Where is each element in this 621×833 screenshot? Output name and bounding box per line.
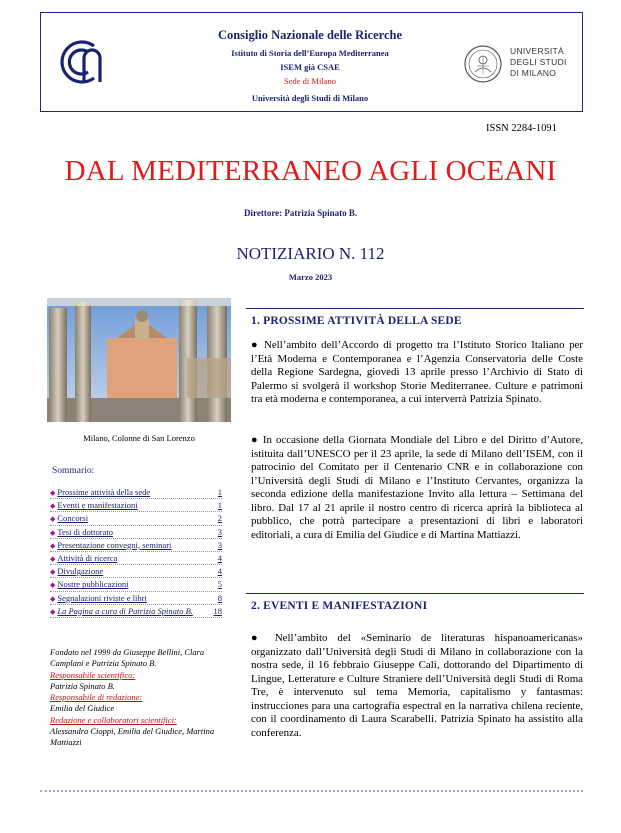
bullet-icon: ◆: [50, 502, 56, 511]
unimi-logo-text: UNIVERSITÀ DEGLI STUDI DI MILANO: [510, 46, 567, 78]
paragraph: ● Nell’ambito dell’Accordo di progetto tra l’Istituto Storico Italiano per l’Età Moderna e Contemporanea e l’Agenzia Conservatoria delle Coste della Regione Sardegna, giovedì 13 aprile presso l’Archivio di Stato di Palermo si svolgerà il workshop Storie Mediterranee. Culture e patrimoni tra età moderna e contemporanea, a cui interverrà Patrizia Spinato.: [251, 339, 583, 405]
bullet-icon: ◆: [50, 541, 56, 550]
toc-item[interactable]: ◆ Attività di ricerca 4: [50, 552, 222, 565]
cnr-logo-icon: [54, 36, 106, 88]
bullet-icon: ◆: [50, 528, 56, 537]
bullet-icon: ◆: [50, 515, 56, 524]
staff-names: Alessandra Cioppi, Emilia del Giudice, Martina Mattiazzi: [50, 726, 215, 748]
section-heading: 1. PROSSIME ATTIVITÀ DELLA SEDE: [251, 315, 462, 327]
toc-item[interactable]: ◆ La Pagina a cura di Patrizia Spinato B. 18: [50, 605, 222, 618]
section-divider: [246, 308, 584, 309]
unimi-seal-icon: [463, 44, 503, 84]
issue-number: NOTIZIARIO N. 112: [236, 244, 385, 263]
section-heading: 2. EVENTI E MANIFESTAZIONI: [251, 600, 428, 612]
credits: [50, 647, 230, 749]
san-lorenzo-columns-photo: [47, 298, 231, 422]
paragraph: ● Nell’ambito del «Seminario de literaturas hispanoamericanas» organizzato dall’Università degli Studi di Milano in collaborazione con la nostra sede, il 16 febbraio Giuseppe Cali, dottorando del Dipartimento di Lingue, Letterature e Culture Straniere dell’Università degli Studi di Roma Tre, è intervenuto sul tema Memoria, capitalismo y fantasmas: instrucciones para una cartografía espectral en la narrativa chilena reciente, con il coordinamento di Laura Scarabelli. Patrizia Spinato ha assistito alla conferenza.: [251, 632, 583, 739]
toc-item[interactable]: ◆ Eventi e manifestazioni 1: [50, 499, 222, 512]
header-institute: Istituto di Storia dell’Europa Mediterranea: [231, 48, 389, 58]
toc-item[interactable]: ◆ Prossime attività della sede 1: [50, 486, 222, 499]
header-seat: Sede di Milano: [284, 76, 336, 86]
newsletter-title: DAL MEDITERRANEO AGLI OCEANI: [64, 155, 557, 187]
table-of-contents: [50, 486, 222, 618]
director: Direttore: Patrizia Spinato B.: [244, 208, 358, 218]
bullet-icon: ◆: [50, 554, 56, 563]
bullet-icon: ◆: [50, 594, 56, 603]
staff-label: Redazione e collaboratori scientifici:: [50, 714, 177, 725]
toc-item[interactable]: ◆ Segnalazioni riviste e libri 8: [50, 592, 222, 605]
toc-item[interactable]: ◆ Nostre pubblicazioni 5: [50, 578, 222, 591]
paragraph: ● In occasione della Giornata Mondiale del Libro e del Diritto d’Autore, istituita dall’UNESCO per il 23 aprile, la sede di Milano dell’ISEM, con il patrocinio del Comitato per il Centenario CNR e in collaborazione con l’Università degli Studi di Milano e l’Instituto Cervantes, organizza la seconda edizione della manifestazione Invito alla lettura – Settimana del libro. Dal 17 al 21 aprile il nostro centro di ricerca aprirà la biblioteca al pubblico, che potrà partecipare a presentazioni di libri e laboratori editoriali, a cura di Emilia del Giudice e di Martina Mattiazzi.: [251, 434, 583, 541]
editorial-label: Responsabile di redazione:: [50, 692, 143, 703]
toc-item[interactable]: ◆ Divulgazione 4: [50, 565, 222, 578]
bullet-icon: ◆: [50, 581, 56, 590]
toc-item[interactable]: ◆ Tesi di dottorato 3: [50, 526, 222, 539]
founded-note: Fondato nel 1999 da Giuseppe Bellini, Clara Camplani e Patrizia Spinato B.: [50, 647, 205, 669]
bullet-icon: ◆: [50, 568, 56, 577]
toc-item[interactable]: ◆ Presentazione convegni, seminari 3: [50, 539, 222, 552]
toc-item[interactable]: ◆ Concorsi 2: [50, 512, 222, 525]
issue-date: Marzo 2023: [288, 272, 333, 282]
header-title: Consiglio Nazionale delle Ricerche: [217, 28, 403, 42]
photo-caption: Milano, Colonne di San Lorenzo: [83, 433, 195, 443]
toc-heading: Sommario:: [52, 466, 95, 476]
header-isem: ISEM già CSAE: [280, 62, 340, 72]
issn: ISSN 2284-1091: [486, 123, 557, 134]
editorial-name: Emilia del Giudice: [50, 703, 115, 714]
header-university: Università degli Studi di Milano: [251, 93, 369, 103]
page-bottom-divider: [40, 790, 583, 792]
bullet-icon: ◆: [50, 607, 56, 616]
scientific-label: Responsabile scientifico:: [50, 669, 136, 680]
scientific-name: Patrizia Spinato B.: [50, 680, 115, 691]
bullet-icon: ◆: [50, 489, 56, 497]
section-divider: [246, 593, 584, 594]
